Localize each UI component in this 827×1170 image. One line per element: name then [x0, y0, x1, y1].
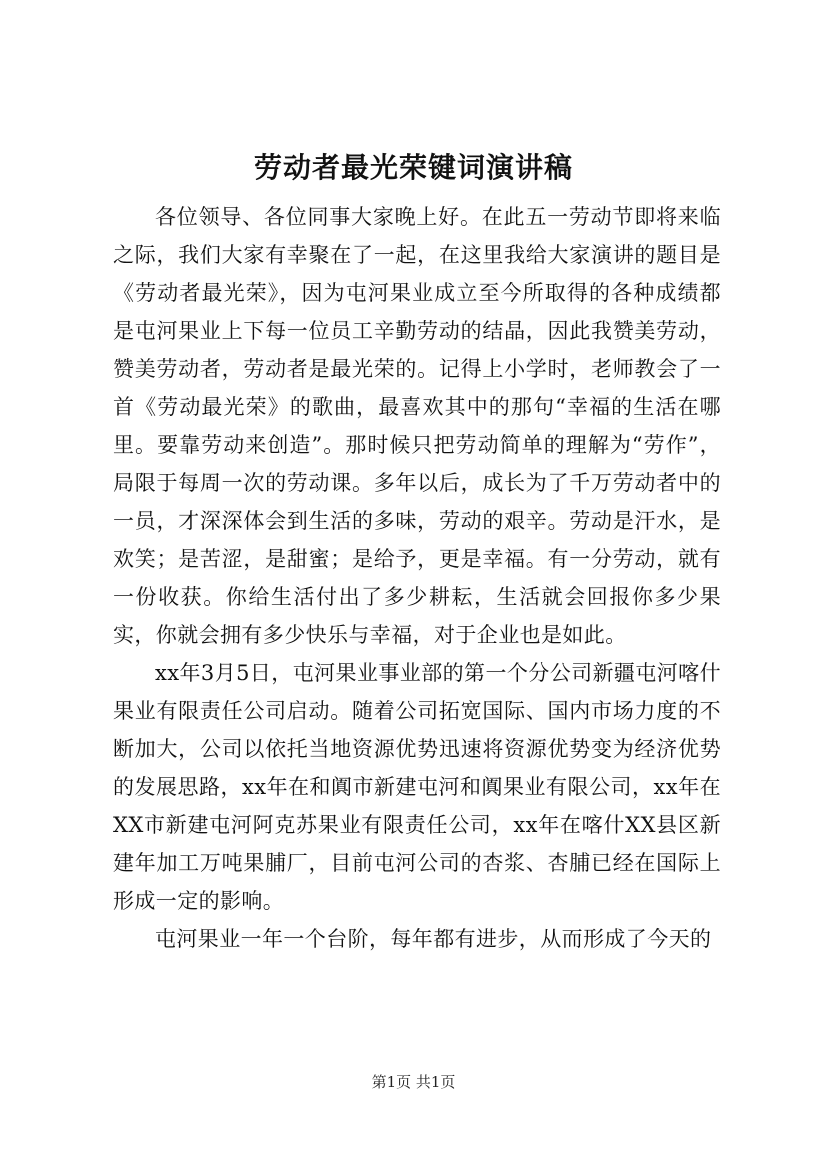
document-body — [113, 198, 721, 958]
document-title: 劳动者最光荣键词演讲稿 — [253, 151, 573, 184]
paragraph-3: 屯河果业一年一个台阶，每年都有进步，从而形成了今天的 — [155, 927, 712, 951]
page-footer: 第1页 共1页 — [371, 1073, 456, 1091]
paragraph-1: 各位领导、各位同事大家晚上好。在此五一劳动节即将来临之际，我们大家有幸聚在了一起，在这里我给大家演讲的题目是《劳动者最光荣》，因为屯河果业成立至今所取得的各种成绩都是屯河果业上下每一位员工辛勤劳动的结晶，因此我赞美劳动，赞美劳动者，劳动者是最光荣的。记得上小学时，老师教会了一首《劳动最光荣》的歌曲，最喜欢其中的那句“幸福的生活在哪里。要靠劳动来创造”。那时候只把劳动简单的理解为“劳作”，局限于每周一次的劳动课。多年以后，成长为了千万劳动者中的一员，才深深体会到生活的多味，劳动的艰辛。劳动是汗水，是欢笑；是苦涩，是甜蜜；是给予，更是幸福。有一分劳动，就有一份收获。你给生活付出了多少耕耘，生活就会回报你多少果实，你就会拥有多少快乐与幸福，对于企业也是如此。 — [113, 205, 721, 647]
paragraph-2: xx年3月5日，屯河果业事业部的第一个分公司新疆屯河喀什果业有限责任公司启动。随着公司拓宽国际、国内市场力度的不断加大，公司以依托当地资源优势迅速将资源优势变为经济优势的发展思路，xx年在和阗市新建屯河和阗果业有限公司，xx年在XX市新建屯河阿克苏果业有限责任公司，xx年在喀什XX县区新建年加工万吨果脯厂，目前屯河公司的杏浆、杏脯已经在国际上形成一定的影响。 — [113, 661, 721, 913]
